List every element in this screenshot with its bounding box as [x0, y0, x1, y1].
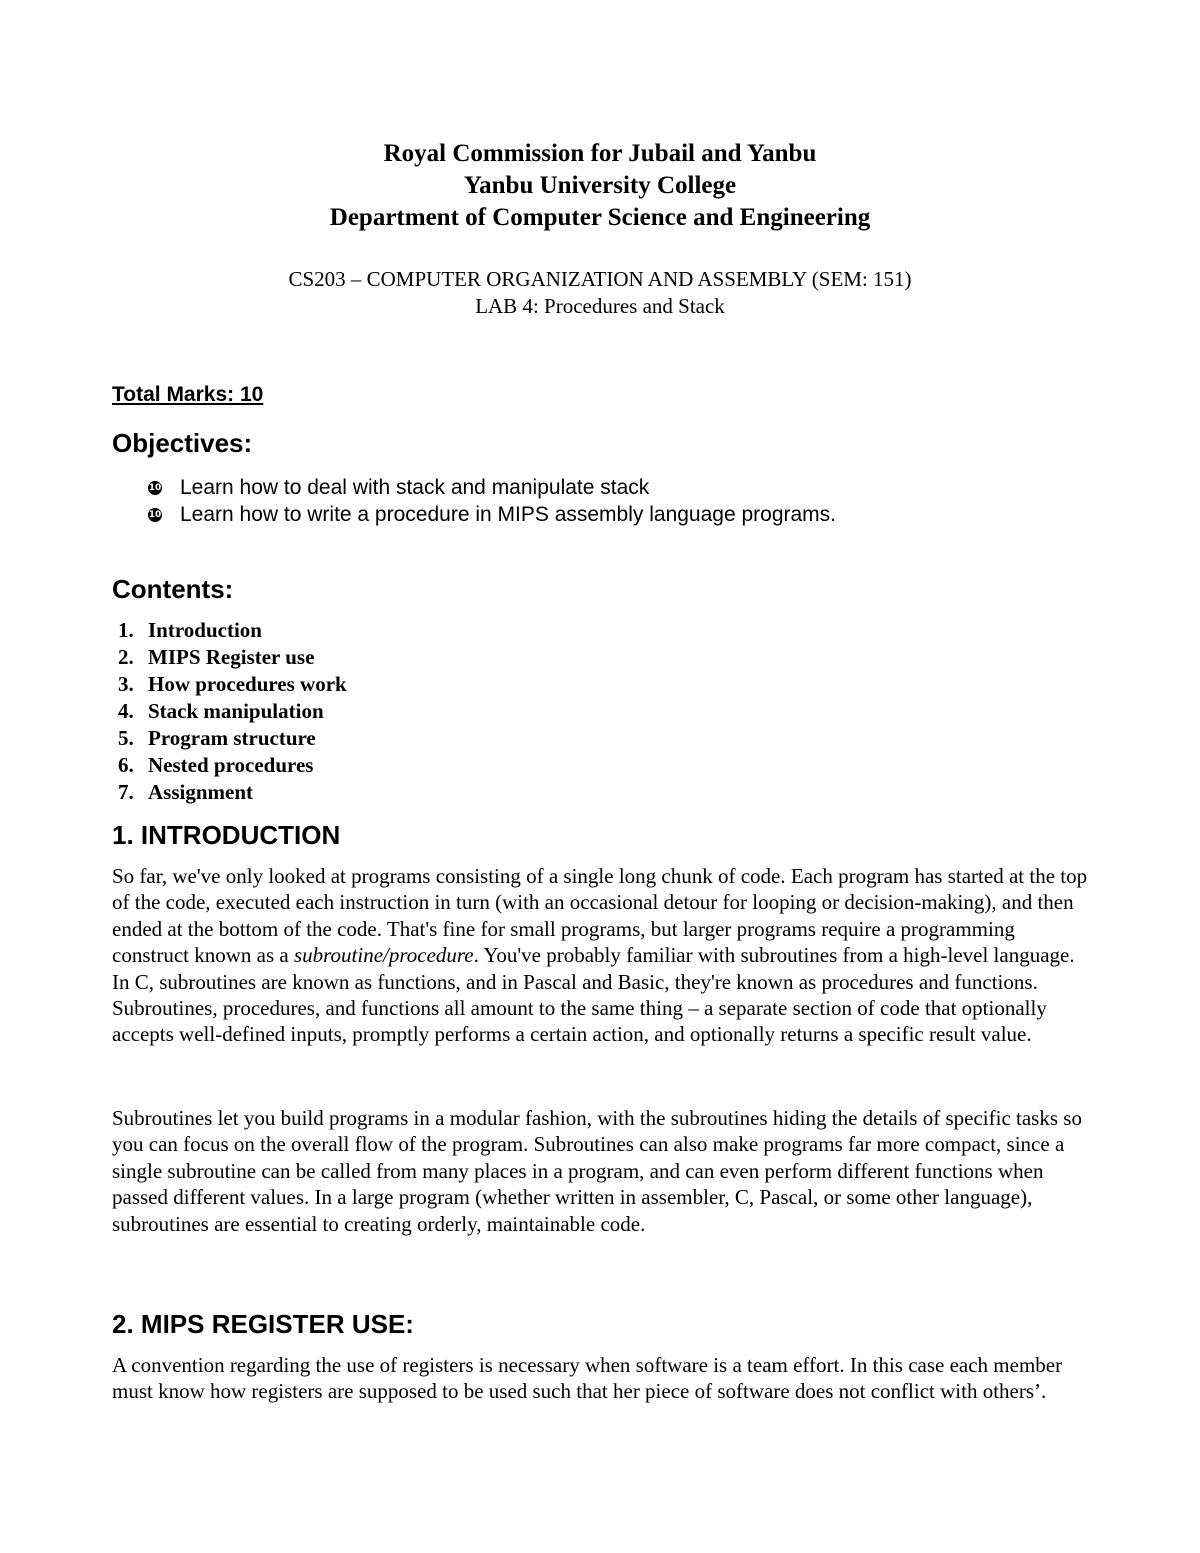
intro-p1-text-start: So far, we've only looked at programs consisting of a single long chunk of code. Each program has started at the top of the code, executed each instruction in turn (with an occasional detour for looping or decision-making), and then ended at the bottom of the code. That's fine for small programs, but larger programs require a programming construct known as a: [112, 864, 1088, 968]
introduction-heading: 1. INTRODUCTION: [112, 820, 341, 850]
contents-item-number: 6.: [118, 753, 134, 777]
objective-text: Learn how to deal with stack and manipulate stack: [180, 476, 650, 499]
contents-heading: Contents:: [112, 574, 234, 604]
introduction-paragraph-2: Subroutines let you build programs in a modular fashion, with the subroutines hiding the details of specific tasks so you can focus on the overall flow of the program. Subroutines can also make programs far more compact, since a single subroutine can be called from many places in a program, and can even perform different functions when passed different values. In a large program (whether written in assembler, C, Pascal, or some other language), subroutines are essential to creating orderly, maintainable code.: [112, 1106, 1082, 1236]
contents-item-number: 5.: [118, 726, 134, 750]
contents-item-label: How procedures work: [148, 672, 347, 696]
contents-item-label: Program structure: [148, 726, 316, 750]
contents-item: [112, 725, 347, 752]
objective-item: [148, 474, 836, 501]
lab-title: LAB 4: Procedures and Stack: [475, 294, 725, 318]
circled-ten-bullet-icon: 10: [148, 509, 162, 520]
contents-item: [112, 644, 347, 671]
circled-ten-bullet-icon: 10: [148, 482, 162, 493]
contents-item: [112, 617, 347, 644]
contents-item-number: 1.: [118, 618, 134, 642]
objectives-heading: Objectives:: [112, 428, 253, 458]
contents-list: [112, 617, 347, 806]
contents-item-number: 4.: [118, 699, 134, 723]
course-title: CS203 – COMPUTER ORGANIZATION AND ASSEMBLY (SEM: 151): [288, 267, 912, 291]
contents-item-number: 3.: [118, 672, 134, 696]
contents-item-number: 7.: [118, 780, 134, 804]
objective-item: [148, 501, 836, 528]
institution-name: Royal Commission for Jubail and Yanbu: [383, 140, 817, 167]
intro-p1-text-end: . You've probably familiar with subroutines from a high-level language. In C, subroutines are known as functions, and in Pascal and Basic, they're known as procedures and functions. Subroutines, procedures, and functions all amount to the same thing – a separate section of code that optionally accepts well-defined inputs, promptly performs a certain action, and optionally returns a specific result value.: [112, 943, 1075, 1047]
contents-item: [112, 752, 347, 779]
contents-item-number: 2.: [118, 645, 134, 669]
mips-register-use-heading: 2. MIPS REGISTER USE:: [112, 1309, 414, 1339]
mips-register-use-paragraph: A convention regarding the use of registers is necessary when software is a team effort. In this case each member must know how registers are supposed to be used such that her piece of software does not conflict with others’.: [112, 1353, 1063, 1404]
contents-item: [112, 698, 347, 725]
objectives-list: [148, 474, 836, 528]
contents-item: [112, 671, 347, 698]
contents-item-label: Assignment: [148, 780, 254, 804]
department-name: Department of Computer Science and Engineering: [329, 204, 871, 231]
contents-item-label: Nested procedures: [148, 753, 314, 777]
intro-p1-emphasis: subroutine/procedure: [293, 943, 474, 968]
contents-item-label: Introduction: [148, 618, 262, 642]
total-marks: Total Marks: 10: [112, 383, 264, 406]
objective-text: Learn how to write a procedure in MIPS assembly language programs.: [180, 503, 837, 526]
college-name: Yanbu University College: [463, 172, 737, 199]
contents-item: [112, 779, 347, 806]
contents-item-label: Stack manipulation: [148, 699, 324, 723]
introduction-paragraph-1: [112, 863, 1092, 1048]
contents-item-label: MIPS Register use: [148, 645, 315, 669]
